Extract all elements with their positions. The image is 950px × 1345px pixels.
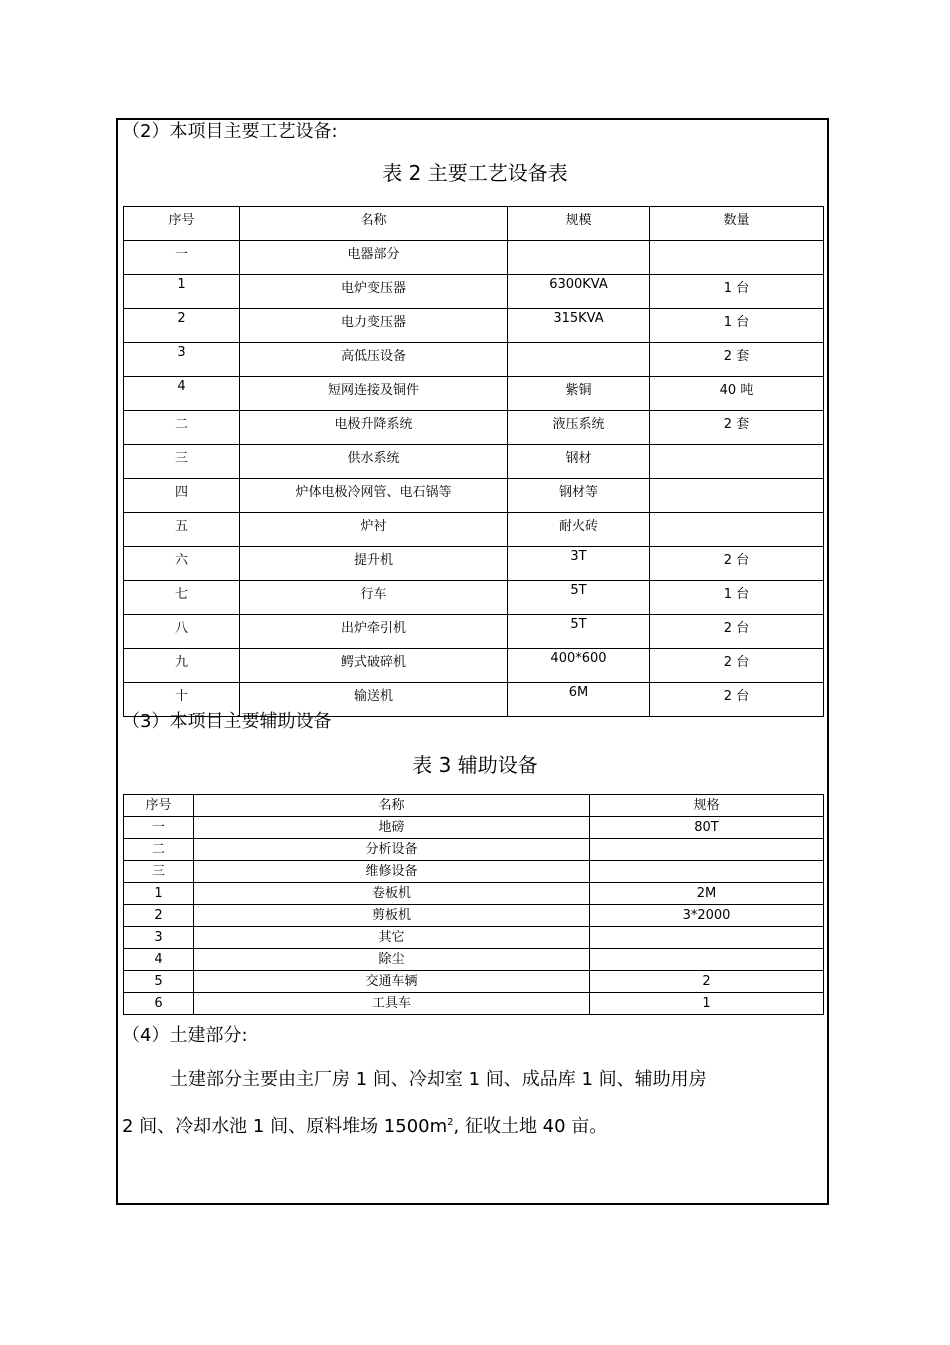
column-header: 序号 — [124, 795, 194, 817]
table-cell: 二 — [124, 411, 240, 445]
table-row — [124, 411, 824, 445]
section4-heading: （4）土建部分: — [122, 1025, 248, 1046]
table-cell — [590, 839, 824, 861]
table-cell: 除尘 — [194, 949, 590, 971]
table-cell: 剪板机 — [194, 905, 590, 927]
table-cell: 地磅 — [194, 817, 590, 839]
section2-heading: （2）本项目主要工艺设备: — [122, 121, 338, 142]
table-row — [124, 241, 824, 275]
table-cell: 分析设备 — [194, 839, 590, 861]
table-cell: 四 — [124, 479, 240, 513]
section3-heading: （3）本项目主要辅助设备 — [122, 711, 332, 732]
table-cell: 液压系统 — [508, 411, 650, 445]
table-cell: 工具车 — [194, 993, 590, 1015]
table-cell: 5T — [508, 615, 650, 649]
table-cell: 十 — [124, 683, 240, 717]
table-cell: 三 — [124, 445, 240, 479]
column-header: 名称 — [240, 207, 508, 241]
table-cell — [508, 343, 650, 377]
table-cell: 钢材等 — [508, 479, 650, 513]
table-row — [124, 905, 824, 927]
table-cell: 1 台 — [650, 581, 824, 615]
table-cell: 七 — [124, 581, 240, 615]
column-header: 名称 — [194, 795, 590, 817]
table-cell: 二 — [124, 839, 194, 861]
table-cell: 电极升降系统 — [240, 411, 508, 445]
table-cell: 1 — [124, 275, 240, 309]
square-superscript: 2 — [447, 1117, 454, 1128]
table-cell: 1 台 — [650, 309, 824, 343]
line2-part-a: 2 间、冷却水池 1 间、原料堆场 1500m — [122, 1116, 448, 1137]
table-cell: 400*600 — [508, 649, 650, 683]
table-cell: 4 — [124, 949, 194, 971]
table-row — [124, 839, 824, 861]
table-cell: 维修设备 — [194, 861, 590, 883]
table-row — [124, 343, 824, 377]
table-cell: 3T — [508, 547, 650, 581]
table-header-row — [124, 795, 824, 817]
table-cell — [590, 949, 824, 971]
table-cell: 三 — [124, 861, 194, 883]
table-cell: 2 台 — [650, 649, 824, 683]
table-row — [124, 993, 824, 1015]
table-row — [124, 581, 824, 615]
table-row — [124, 883, 824, 905]
table-cell: 2 台 — [650, 547, 824, 581]
table-cell: 2 — [124, 905, 194, 927]
table-cell — [650, 445, 824, 479]
table-cell: 短网连接及铜件 — [240, 377, 508, 411]
table-cell: 鳄式破碎机 — [240, 649, 508, 683]
table-row — [124, 971, 824, 993]
table-cell: 2 台 — [650, 615, 824, 649]
table-row — [124, 927, 824, 949]
table-cell: 315KVA — [508, 309, 650, 343]
table-cell — [590, 927, 824, 949]
table-cell — [650, 513, 824, 547]
table-row — [124, 861, 824, 883]
table-cell: 2 套 — [650, 411, 824, 445]
column-header: 规格 — [590, 795, 824, 817]
table-cell: 提升机 — [240, 547, 508, 581]
table-cell — [650, 241, 824, 275]
table-cell: 5 — [124, 971, 194, 993]
table-cell: 6300KVA — [508, 275, 650, 309]
table-cell: 1 台 — [650, 275, 824, 309]
table-cell: 紫铜 — [508, 377, 650, 411]
table2-caption: 表 2 主要工艺设备表 — [382, 161, 568, 185]
main-process-equipment-table — [123, 206, 824, 717]
table-cell: 卷板机 — [194, 883, 590, 905]
table-cell: 一 — [124, 241, 240, 275]
table-cell: 3 — [124, 343, 240, 377]
table-row — [124, 547, 824, 581]
table-cell: 1 — [590, 993, 824, 1015]
table-cell — [650, 479, 824, 513]
table-cell: 2M — [590, 883, 824, 905]
table-cell: 高低压设备 — [240, 343, 508, 377]
table-cell: 6 — [124, 993, 194, 1015]
table-cell: 2 台 — [650, 683, 824, 717]
table-row — [124, 275, 824, 309]
table-row — [124, 445, 824, 479]
column-header: 序号 — [124, 207, 240, 241]
table-cell: 耐火砖 — [508, 513, 650, 547]
table-cell: 一 — [124, 817, 194, 839]
line2-part-b: , 征收土地 40 亩。 — [453, 1116, 608, 1137]
table-row — [124, 615, 824, 649]
table-cell: 九 — [124, 649, 240, 683]
table-cell — [590, 861, 824, 883]
table-cell: 炉衬 — [240, 513, 508, 547]
construction-paragraph-line2 — [122, 1112, 607, 1138]
table-cell: 行车 — [240, 581, 508, 615]
table-cell: 八 — [124, 615, 240, 649]
table-cell: 电力变压器 — [240, 309, 508, 343]
table-cell: 5T — [508, 581, 650, 615]
table-cell: 六 — [124, 547, 240, 581]
table-cell: 4 — [124, 377, 240, 411]
table-cell: 2 — [124, 309, 240, 343]
table-row — [124, 479, 824, 513]
table-cell: 3*2000 — [590, 905, 824, 927]
table-row — [124, 949, 824, 971]
table-cell: 2 — [590, 971, 824, 993]
table3-caption: 表 3 辅助设备 — [412, 753, 538, 777]
table-header-row — [124, 207, 824, 241]
table-cell: 3 — [124, 927, 194, 949]
table-cell: 交通车辆 — [194, 971, 590, 993]
construction-paragraph-line1: 土建部分主要由主厂房 1 间、冷却室 1 间、成品库 1 间、辅助用房 — [170, 1069, 707, 1090]
table-cell: 炉体电极冷网管、电石锅等 — [240, 479, 508, 513]
table-cell: 电器部分 — [240, 241, 508, 275]
table-cell: 电炉变压器 — [240, 275, 508, 309]
table-cell: 6M — [508, 683, 650, 717]
table-cell: 1 — [124, 883, 194, 905]
table-cell: 输送机 — [240, 683, 508, 717]
table-cell: 五 — [124, 513, 240, 547]
table-cell: 供水系统 — [240, 445, 508, 479]
table-cell: 出炉牵引机 — [240, 615, 508, 649]
table-cell: 2 套 — [650, 343, 824, 377]
table-cell: 80T — [590, 817, 824, 839]
table-row — [124, 513, 824, 547]
table-row — [124, 649, 824, 683]
table-cell — [508, 241, 650, 275]
table-cell: 其它 — [194, 927, 590, 949]
table-row — [124, 377, 824, 411]
table-row — [124, 817, 824, 839]
column-header: 规模 — [508, 207, 650, 241]
auxiliary-equipment-table — [123, 794, 824, 1015]
table-cell: 40 吨 — [650, 377, 824, 411]
table-cell: 钢材 — [508, 445, 650, 479]
column-header: 数量 — [650, 207, 824, 241]
table-row — [124, 309, 824, 343]
